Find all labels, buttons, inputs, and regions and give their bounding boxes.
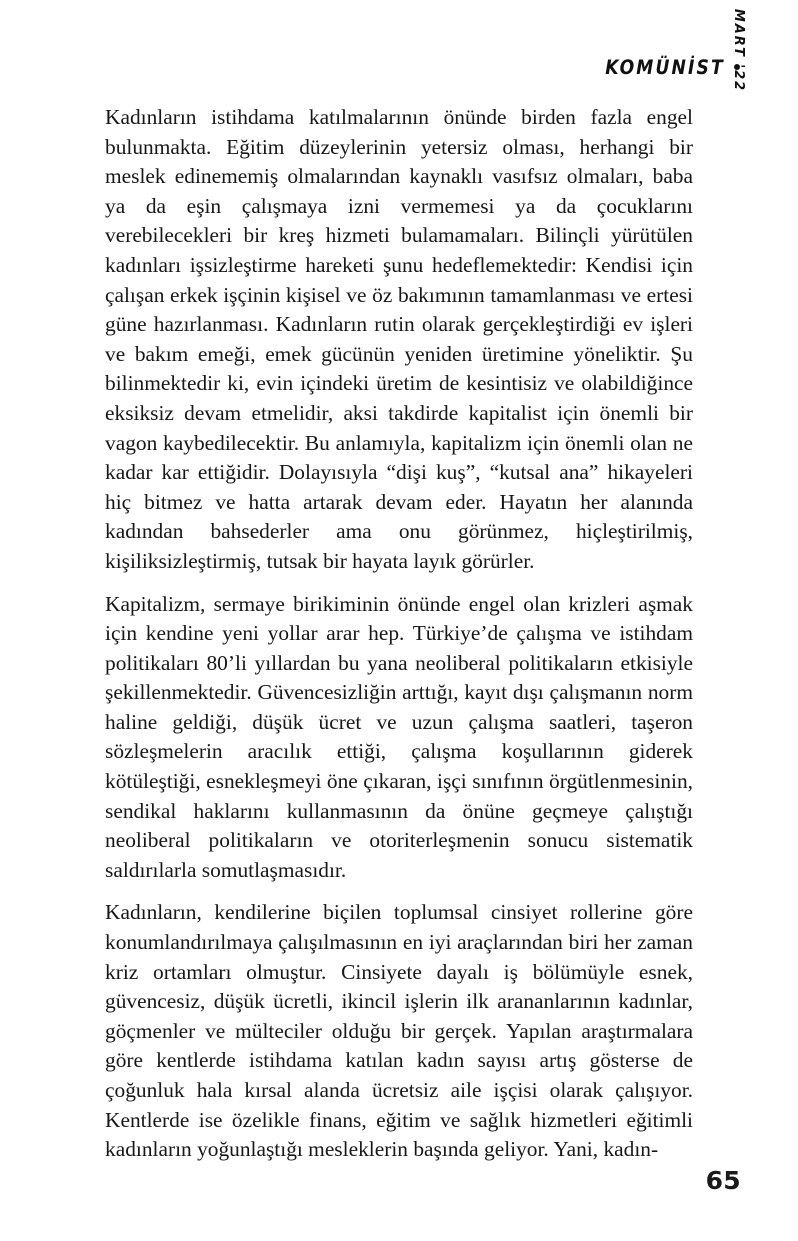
body-paragraph: Kapitalizm, sermaye birikiminin önünde engel olan krizleri aşmak için kendine yeni yollar arar hep. Türkiye’de çalışma ve istihdam politikaları 80’li yıllardan bu yana neoliberal politikaların etkisiyle şekillenmektedir. Güvencesizliğin arttığı, kayıt dışı çalışmanın norm haline geldiği, düşük ücret ve uzun çalışma saatleri, taşeron sözleşmelerin aracılık ettiği, çalışma koşullarının giderek kötüleştiği, esnekleşmeyi öne çıkaran, işçi sınıfının örgütlenmesinin, sendikal haklarını kullanmasının da önüne geçmeye çalıştığı neoliberal politikaların ve otoriterleşmenin sonucu sistematik saldırılarla somutlaşmasıdır. [105, 591, 693, 882]
running-head [589, 56, 740, 79]
body-paragraph: Kadınların, kendilerine biçilen toplumsal cinsiyet rollerine göre konumlandırılmaya çalışılmasının en iyi araçlarından biri her zaman kriz ortamları olmuştur. Cinsiyete dayalı iş bölümüyle esnek, güvencesiz, düşük ücretli, ikincil işlerin ilk arananlarının kadınlar, göçmenler ve mülteciler olduğu bir gerçek. Yapılan araştırmalara göre kentlerde istihdama katılan kadın sayısı artış gösterse de çoğunluk hala kırsal alanda ücretsiz aile işçisi olarak çalışıyor. Kentlerde ise özelikle finans, eğitim ve sağlık hizmetleri eğitimli kadınların yoğunlaştığı mesleklerin başında geliyor. Yani, kadın- [105, 900, 693, 1162]
body-paragraph: Kadınların istihdama katılmalarının önünde birden fazla engel bulunmakta. Eğitim düzeylerinin yetersiz olması, herhangi bir meslek edinememiş olmalarından kaynaklı vasıfsız olmaları, baba ya da eşin çalışmaya izni vermemesi ya da çocuklarını verebilecekleri bir kreş hizmeti bulamamaları. Bilinçli yürütülen kadınları işsizleştirme hareketi şunu hedeflemektedir: Kendisi için çalışan erkek işçinin kişisel ve öz bakımının tamamlanması ve ertesi güne hazırlanması. Kadınların rutin olarak gerçekleştirdiği ev işleri ve bakım emeği, emek gücünün yeniden üretimine yöneliktir. Şu bilinmektedir ki, evin içindeki üretim de kesintisiz ve olabildiğince eksiksiz devam etmelidir, aksi takdirde kapitalist için önemli bir vagon kaybedilecektir. Bu anlamıyla, kapitalizm için önemli olan ne kadar kar ettiğidir. Dolayısıyla “dişi kuş”, “kutsal ana” hikayeleri hiç bitmez ve hatta artarak devam eder. Hayatın her alanında kadından bahsederler ama onu görünmez, hiçleştirilmiş, kişiliksizleştirmiş, tutsak bir hayata layık görürler. [105, 105, 693, 573]
body-text-column [105, 103, 693, 1165]
page-number: 65 [705, 1166, 741, 1195]
issue-date-label: MART '22 [731, 8, 746, 92]
masthead-title: KOMÜNİST [605, 56, 725, 79]
